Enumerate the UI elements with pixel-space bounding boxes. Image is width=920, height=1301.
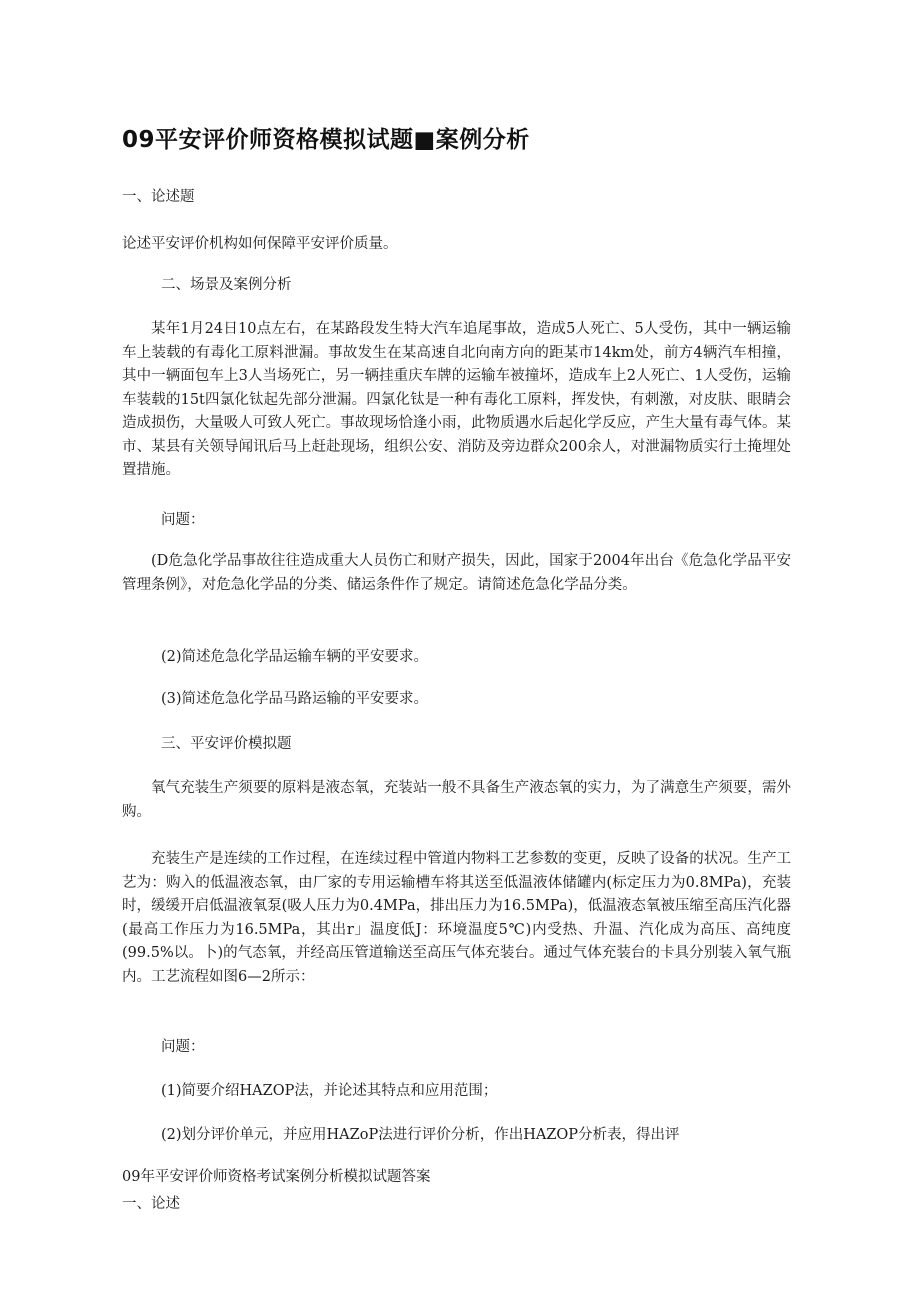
case-question-3: (3)简述危急化学品马路运输的平安要求。 — [161, 691, 429, 707]
answer-section-1: 一、论述 — [122, 1196, 180, 1212]
essay-question: 论述平安评价机构如何保障平安评价质量。 — [122, 236, 398, 252]
section-heading-case: 二、场景及案例分析 — [161, 277, 292, 293]
case-description: 某年1月24日10点左右，在某路段发生特大汽车追尾事故，造成5人死亡、5人受伤，其中一辆运输车上装载的有毒化工原料泄漏。事故发生在某高速自北向南方向的距某市14km处，前方4辆汽车相撞，其中一辆面包车上3人当场死亡，另一辆挂重庆车牌的运输车被撞坏，造成车上2人死亡、1人受伤，运输车装载的15t四氯化钛起先部分泄漏。四氯化钛是一种有毒化工原料，挥发快，有刺激，对皮肤、眼睛会造成损伤，大量吸人可致人死亡。事故现场恰逢小雨，此物质遇水后起化学反应，产生大量有毒气体。某市、某县有关领导闻讯后马上赶赴现场，组织公安、消防及旁边群众200余人，对泄漏物质实行土掩埋处置措施。 — [122, 321, 791, 478]
simulation-paragraph-2: 充装生产是连续的工作过程，在连续过程中管道内物料工艺参数的变更，反映了设备的状况。生产工艺为：购入的低温液态氧，由厂家的专用运输槽车将其送至低温液体储罐内(标定压力为0.8MPa)，充装时，缓缓开启低温液氧泵(吸人压力为0.4MPa，排出压力为16.5MPa)，低温液态氧被压缩至高压汽化器(最高工作压力为16.5MPa，其出r」温度低J：环境温度5℃)内受热、升温、汽化成为高压、高纯度(99.5%以。卜)的气态氧，并经高压管道输送至高压气体充装台。通过气体充装台的卡具分别装入氧气瓶内。工艺流程如图6—2所示： — [122, 851, 791, 985]
case-question-2: (2)简述危急化学品运输车辆的平安要求。 — [161, 649, 429, 665]
simulation-paragraph-1: 氧气充装生产须要的原料是液态氧，充装站一般不具备生产液态氧的实力，为了满意生产须要，需外购。 — [122, 780, 791, 820]
simulation-question-1: (1)简要介绍HAZOP法，并论述其特点和应用范围； — [161, 1083, 498, 1099]
page-title: 09平安评价师资格模拟试题■案例分析 — [122, 127, 530, 153]
answer-title: 09年平安评价师资格考试案例分析模拟试题答案 — [122, 1169, 431, 1185]
simulation-question-2: (2)划分评价单元，并应用HAZoP法进行评价分析，作出HAZOP分析表，得出评 — [161, 1127, 680, 1143]
case-question-1: (D危急化学品事故往往造成重大人员伤亡和财产损失，因此，国家于2004年出台《危急化学品平安管理条例》，对危急化学品的分类、储运条件作了规定。请简述危急化学品分类。 — [122, 553, 791, 593]
section-heading-simulation: 三、平安评价模拟题 — [161, 736, 292, 752]
case-question-label: 问题： — [161, 512, 205, 528]
simulation-question-label: 问题： — [161, 1039, 205, 1055]
section-heading-essay: 一、论述题 — [122, 189, 195, 205]
